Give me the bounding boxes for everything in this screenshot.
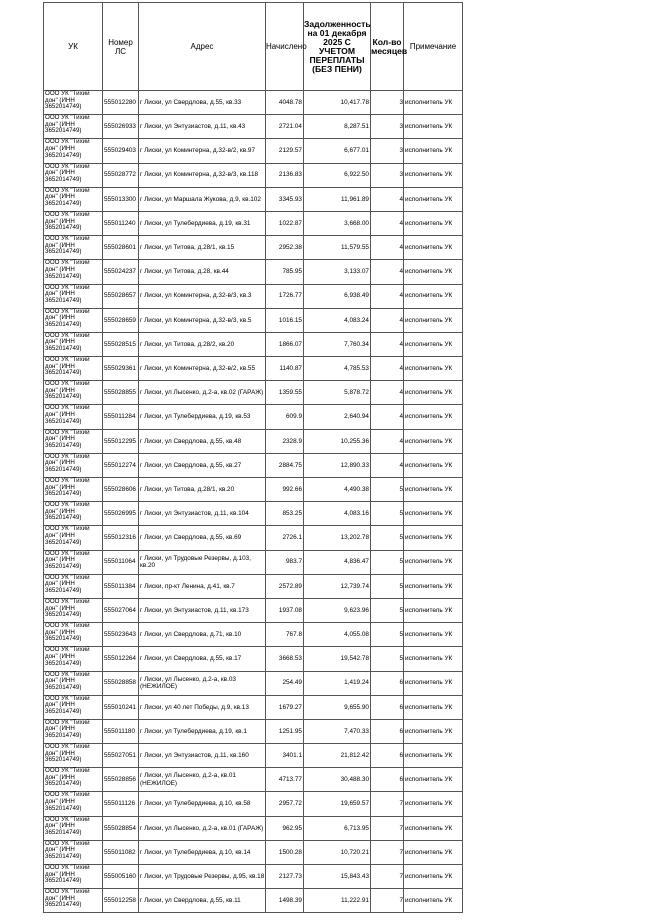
cell-address: г Лиски, ул 40 лет Победы, д.9, кв.13 [139, 695, 266, 719]
table-row [44, 211, 463, 235]
cell-uk: ООО УК "Тихий дон" (ИНН 3652014749) [44, 284, 103, 308]
cell-address: г Лиски, ул Энтузиастов, д.11, кв.43 [139, 115, 266, 139]
cell-account-number: 555012264 [103, 647, 139, 671]
cell-uk: ООО УК "Тихий дон" (ИНН 3652014749) [44, 332, 103, 356]
cell-account-number: 555011126 [103, 792, 139, 816]
cell-address: г Лиски, ул Коминтерна, д.32-в/2, кв.55 [139, 357, 266, 381]
cell-months: 6 [371, 744, 404, 768]
table-row [44, 719, 463, 743]
cell-address: г Лиски, ул Титова, д.28/1, кв.20 [139, 478, 266, 502]
cell-note: исполнитель УК [404, 865, 463, 889]
cell-uk: ООО УК "Тихий дон" (ИНН 3652014749) [44, 623, 103, 647]
debt-sheet [43, 2, 462, 913]
cell-uk: ООО УК "Тихий дон" (ИНН 3652014749) [44, 308, 103, 332]
cell-months: 5 [371, 598, 404, 622]
cell-address: г Лиски, ул Свердлова, д.55, кв.48 [139, 429, 266, 453]
cell-note: исполнитель УК [404, 163, 463, 187]
table-row [44, 889, 463, 913]
cell-account-number: 555012316 [103, 526, 139, 550]
cell-address: г Лиски, ул Энтузиастов, д.11, кв.160 [139, 744, 266, 768]
cell-uk: ООО УК "Тихий дон" (ИНН 3652014749) [44, 405, 103, 429]
cell-uk: ООО УК "Тихий дон" (ИНН 3652014749) [44, 816, 103, 840]
cell-debt: 6,938.49 [304, 284, 371, 308]
table-row [44, 236, 463, 260]
cell-note: исполнитель УК [404, 598, 463, 622]
cell-account-number: 555012274 [103, 453, 139, 477]
cell-note: исполнитель УК [404, 453, 463, 477]
cell-uk: ООО УК "Тихий дон" (ИНН 3652014749) [44, 478, 103, 502]
cell-months: 5 [371, 502, 404, 526]
cell-note: исполнитель УК [404, 211, 463, 235]
table-row [44, 526, 463, 550]
table-row [44, 357, 463, 381]
cell-months: 5 [371, 623, 404, 647]
cell-account-number: 555028854 [103, 816, 139, 840]
cell-note: исполнитель УК [404, 623, 463, 647]
cell-charged: 1016.15 [266, 308, 304, 332]
cell-months: 6 [371, 671, 404, 695]
cell-note: исполнитель УК [404, 357, 463, 381]
cell-debt: 10,417.78 [304, 91, 371, 115]
table-row [44, 260, 463, 284]
cell-months: 4 [371, 453, 404, 477]
cell-charged: 1726.77 [266, 284, 304, 308]
cell-charged: 1500.28 [266, 840, 304, 864]
table-row [44, 453, 463, 477]
cell-months: 5 [371, 550, 404, 574]
cell-uk: ООО УК "Тихий дон" (ИНН 3652014749) [44, 526, 103, 550]
cell-debt: 21,812.42 [304, 744, 371, 768]
cell-account-number: 555028657 [103, 284, 139, 308]
cell-uk: ООО УК "Тихий дон" (ИНН 3652014749) [44, 139, 103, 163]
table-row [44, 405, 463, 429]
cell-uk: ООО УК "Тихий дон" (ИНН 3652014749) [44, 211, 103, 235]
cell-months: 4 [371, 429, 404, 453]
cell-charged: 254.49 [266, 671, 304, 695]
table-body [44, 91, 463, 913]
cell-uk: ООО УК "Тихий дон" (ИНН 3652014749) [44, 260, 103, 284]
header-uk: УК [44, 3, 103, 91]
cell-account-number: 555011284 [103, 405, 139, 429]
cell-debt: 10,255.36 [304, 429, 371, 453]
cell-uk: ООО УК "Тихий дон" (ИНН 3652014749) [44, 357, 103, 381]
cell-charged: 1866.07 [266, 332, 304, 356]
cell-uk: ООО УК "Тихий дон" (ИНН 3652014749) [44, 840, 103, 864]
cell-charged: 2127.73 [266, 865, 304, 889]
cell-months: 5 [371, 478, 404, 502]
cell-note: исполнитель УК [404, 332, 463, 356]
cell-months: 7 [371, 840, 404, 864]
cell-uk: ООО УК "Тихий дон" (ИНН 3652014749) [44, 453, 103, 477]
table-row [44, 792, 463, 816]
cell-months: 5 [371, 526, 404, 550]
table-row [44, 768, 463, 792]
cell-debt: 10,720.21 [304, 840, 371, 864]
table-row [44, 840, 463, 864]
cell-address: г Лиски, ул Свердлова, д.55, кв.17 [139, 647, 266, 671]
cell-debt: 9,655.90 [304, 695, 371, 719]
cell-address: г Лиски, ул Тулебердиева, д.10, кв.14 [139, 840, 266, 864]
table-row [44, 381, 463, 405]
cell-months: 4 [371, 381, 404, 405]
cell-debt: 8,287.51 [304, 115, 371, 139]
cell-months: 4 [371, 332, 404, 356]
cell-note: исполнитель УК [404, 695, 463, 719]
cell-address: г Лиски, ул Коминтерна, д.32-в/3, кв.118 [139, 163, 266, 187]
cell-charged: 2129.57 [266, 139, 304, 163]
cell-charged: 1251.95 [266, 719, 304, 743]
cell-account-number: 555012280 [103, 91, 139, 115]
debt-table [43, 2, 463, 913]
cell-address: г Лиски, ул Тулебердиева, д.19, кв.1 [139, 719, 266, 743]
cell-debt: 4,785.53 [304, 357, 371, 381]
table-row [44, 502, 463, 526]
cell-account-number: 555028601 [103, 236, 139, 260]
cell-charged: 1679.27 [266, 695, 304, 719]
cell-note: исполнитель УК [404, 719, 463, 743]
cell-debt: 11,579.55 [304, 236, 371, 260]
cell-account-number: 555028515 [103, 332, 139, 356]
cell-note: исполнитель УК [404, 502, 463, 526]
cell-debt: 12,890.33 [304, 453, 371, 477]
cell-address: г Лиски, ул Свердлова, д.55, кв.27 [139, 453, 266, 477]
cell-note: исполнитель УК [404, 405, 463, 429]
cell-address: г Лиски, ул Лысенко, д.2-а, кв.03 (НЕЖИЛОЕ) [139, 671, 266, 695]
cell-months: 3 [371, 115, 404, 139]
cell-charged: 1022.87 [266, 211, 304, 235]
table-row [44, 598, 463, 622]
cell-charged: 767.8 [266, 623, 304, 647]
cell-note: исполнитель УК [404, 236, 463, 260]
cell-account-number: 555011240 [103, 211, 139, 235]
header-charged: Начислено [266, 3, 304, 91]
cell-account-number: 555026995 [103, 502, 139, 526]
cell-uk: ООО УК "Тихий дон" (ИНН 3652014749) [44, 719, 103, 743]
cell-debt: 4,083.24 [304, 308, 371, 332]
cell-charged: 3401.1 [266, 744, 304, 768]
cell-charged: 2952.38 [266, 236, 304, 260]
cell-charged: 2328.9 [266, 429, 304, 453]
cell-debt: 5,878.72 [304, 381, 371, 405]
cell-note: исполнитель УК [404, 115, 463, 139]
cell-account-number: 555028858 [103, 671, 139, 695]
cell-address: г Лиски, ул Энтузиастов, д.11, кв.104 [139, 502, 266, 526]
table-row [44, 478, 463, 502]
cell-address: г Лиски, ул Тулебердиева, д.19, кв.53 [139, 405, 266, 429]
cell-account-number: 555028856 [103, 768, 139, 792]
table-row [44, 816, 463, 840]
table-row [44, 163, 463, 187]
cell-uk: ООО УК "Тихий дон" (ИНН 3652014749) [44, 865, 103, 889]
table-row [44, 139, 463, 163]
cell-months: 4 [371, 211, 404, 235]
cell-account-number: 555011064 [103, 550, 139, 574]
cell-address: г Лиски, ул Коминтерна, д.32-в/3, кв.5 [139, 308, 266, 332]
cell-account-number: 555011082 [103, 840, 139, 864]
cell-charged: 1498.39 [266, 889, 304, 913]
cell-charged: 1937.08 [266, 598, 304, 622]
cell-account-number: 555010241 [103, 695, 139, 719]
table-header-row [44, 3, 463, 91]
table-row [44, 623, 463, 647]
cell-charged: 3345.93 [266, 187, 304, 211]
cell-debt: 9,623.96 [304, 598, 371, 622]
cell-charged: 1140.87 [266, 357, 304, 381]
cell-note: исполнитель УК [404, 792, 463, 816]
cell-debt: 7,760.34 [304, 332, 371, 356]
cell-months: 4 [371, 357, 404, 381]
cell-uk: ООО УК "Тихий дон" (ИНН 3652014749) [44, 115, 103, 139]
cell-debt: 3,668.00 [304, 211, 371, 235]
cell-months: 4 [371, 405, 404, 429]
table-row [44, 671, 463, 695]
cell-account-number: 555011384 [103, 574, 139, 598]
cell-months: 4 [371, 284, 404, 308]
cell-months: 6 [371, 768, 404, 792]
cell-months: 7 [371, 792, 404, 816]
cell-debt: 3,133.07 [304, 260, 371, 284]
cell-note: исполнитель УК [404, 429, 463, 453]
cell-debt: 4,836.47 [304, 550, 371, 574]
cell-address: г Лиски, ул Свердлова, д.71, кв.10 [139, 623, 266, 647]
cell-note: исполнитель УК [404, 308, 463, 332]
cell-note: исполнитель УК [404, 139, 463, 163]
cell-address: г Лиски, ул Лысенко, д.2-а, кв.02 (ГАРАЖ) [139, 381, 266, 405]
cell-charged: 785.95 [266, 260, 304, 284]
cell-debt: 4,083.16 [304, 502, 371, 526]
cell-uk: ООО УК "Тихий дон" (ИНН 3652014749) [44, 236, 103, 260]
cell-address: г Лиски, ул Коминтерна, д.32-в/3, кв.3 [139, 284, 266, 308]
cell-uk: ООО УК "Тихий дон" (ИНН 3652014749) [44, 163, 103, 187]
cell-account-number: 555028772 [103, 163, 139, 187]
cell-debt: 2,640.94 [304, 405, 371, 429]
table-row [44, 647, 463, 671]
header-debt: Задолженность на 01 декабря 2025 С УЧЕТОМ ПЕРЕПЛАТЫ (БЕЗ ПЕНИ) [304, 3, 371, 91]
cell-debt: 6,922.50 [304, 163, 371, 187]
cell-uk: ООО УК "Тихий дон" (ИНН 3652014749) [44, 671, 103, 695]
cell-address: г Лиски, ул Энтузиастов, д.11, кв.173 [139, 598, 266, 622]
table-row [44, 308, 463, 332]
cell-charged: 2957.72 [266, 792, 304, 816]
cell-uk: ООО УК "Тихий дон" (ИНН 3652014749) [44, 429, 103, 453]
table-row [44, 187, 463, 211]
cell-address: г Лиски, ул Лысенко, д.2-а, кв.01 (ГАРАЖ) [139, 816, 266, 840]
cell-address: г Лиски, ул Тулебердиева, д.10, кв.58 [139, 792, 266, 816]
cell-address: г Лиски, ул Титова, д.28, кв.44 [139, 260, 266, 284]
cell-account-number: 555005160 [103, 865, 139, 889]
cell-charged: 983.7 [266, 550, 304, 574]
cell-months: 5 [371, 574, 404, 598]
cell-uk: ООО УК "Тихий дон" (ИНН 3652014749) [44, 744, 103, 768]
cell-charged: 2884.75 [266, 453, 304, 477]
cell-note: исполнитель УК [404, 550, 463, 574]
cell-account-number: 555029403 [103, 139, 139, 163]
cell-note: исполнитель УК [404, 744, 463, 768]
cell-debt: 19,659.57 [304, 792, 371, 816]
table-row [44, 744, 463, 768]
cell-note: исполнитель УК [404, 260, 463, 284]
cell-account-number: 555029361 [103, 357, 139, 381]
cell-address: г Лиски, ул Свердлова, д.55, кв.11 [139, 889, 266, 913]
cell-uk: ООО УК "Тихий дон" (ИНН 3652014749) [44, 550, 103, 574]
cell-address: г Лиски, ул Свердлова, д.55, кв.33 [139, 91, 266, 115]
cell-account-number: 555012295 [103, 429, 139, 453]
cell-address: г Лиски, пр-кт Ленина, д.41, кв.7 [139, 574, 266, 598]
header-account-number: Номер ЛС [103, 3, 139, 91]
cell-uk: ООО УК "Тихий дон" (ИНН 3652014749) [44, 889, 103, 913]
cell-note: исполнитель УК [404, 526, 463, 550]
cell-account-number: 555013300 [103, 187, 139, 211]
cell-charged: 992.66 [266, 478, 304, 502]
cell-address: г Лиски, ул Трудовые Резервы, д.95, кв.18 [139, 865, 266, 889]
cell-account-number: 555027064 [103, 598, 139, 622]
cell-note: исполнитель УК [404, 816, 463, 840]
cell-months: 3 [371, 163, 404, 187]
cell-uk: ООО УК "Тихий дон" (ИНН 3652014749) [44, 695, 103, 719]
cell-note: исполнитель УК [404, 647, 463, 671]
cell-uk: ООО УК "Тихий дон" (ИНН 3652014749) [44, 792, 103, 816]
cell-debt: 11,961.89 [304, 187, 371, 211]
cell-debt: 19,542.78 [304, 647, 371, 671]
cell-months: 4 [371, 187, 404, 211]
cell-months: 6 [371, 719, 404, 743]
cell-debt: 4,055.08 [304, 623, 371, 647]
cell-account-number: 555012258 [103, 889, 139, 913]
cell-months: 6 [371, 695, 404, 719]
cell-months: 3 [371, 91, 404, 115]
cell-debt: 4,490.38 [304, 478, 371, 502]
cell-uk: ООО УК "Тихий дон" (ИНН 3652014749) [44, 647, 103, 671]
cell-debt: 7,470.33 [304, 719, 371, 743]
cell-charged: 609.9 [266, 405, 304, 429]
cell-account-number: 555011180 [103, 719, 139, 743]
cell-note: исполнитель УК [404, 768, 463, 792]
cell-charged: 2136.83 [266, 163, 304, 187]
cell-debt: 11,222.91 [304, 889, 371, 913]
cell-address: г Лиски, ул Титова, д.28/2, кв.20 [139, 332, 266, 356]
cell-note: исполнитель УК [404, 840, 463, 864]
cell-account-number: 555027051 [103, 744, 139, 768]
cell-months: 3 [371, 139, 404, 163]
table-row [44, 115, 463, 139]
cell-charged: 4713.77 [266, 768, 304, 792]
header-address: Адрес [139, 3, 266, 91]
cell-charged: 1359.55 [266, 381, 304, 405]
cell-note: исполнитель УК [404, 574, 463, 598]
cell-debt: 1,419.24 [304, 671, 371, 695]
table-row [44, 284, 463, 308]
cell-uk: ООО УК "Тихий дон" (ИНН 3652014749) [44, 574, 103, 598]
table-row [44, 550, 463, 574]
cell-account-number: 555024237 [103, 260, 139, 284]
cell-address: г Лиски, ул Трудовые Резервы, д.103, кв.20 [139, 550, 266, 574]
cell-debt: 12,739.74 [304, 574, 371, 598]
cell-note: исполнитель УК [404, 889, 463, 913]
table-row [44, 332, 463, 356]
cell-charged: 962.95 [266, 816, 304, 840]
cell-months: 4 [371, 308, 404, 332]
table-row [44, 91, 463, 115]
cell-address: г Лиски, ул Титова, д.28/1, кв.15 [139, 236, 266, 260]
cell-charged: 4048.78 [266, 91, 304, 115]
cell-uk: ООО УК "Тихий дон" (ИНН 3652014749) [44, 381, 103, 405]
cell-note: исполнитель УК [404, 381, 463, 405]
cell-months: 7 [371, 889, 404, 913]
cell-address: г Лиски, ул Лысенко, д.2-а, кв.01 (НЕЖИЛОЕ) [139, 768, 266, 792]
cell-note: исполнитель УК [404, 478, 463, 502]
cell-account-number: 555028659 [103, 308, 139, 332]
cell-charged: 2572.89 [266, 574, 304, 598]
table-row [44, 574, 463, 598]
cell-debt: 15,843.43 [304, 865, 371, 889]
cell-note: исполнитель УК [404, 671, 463, 695]
cell-charged: 3668.53 [266, 647, 304, 671]
cell-debt: 30,488.30 [304, 768, 371, 792]
header-note: Примечание [404, 3, 463, 91]
cell-debt: 13,202.78 [304, 526, 371, 550]
cell-uk: ООО УК "Тихий дон" (ИНН 3652014749) [44, 91, 103, 115]
cell-months: 4 [371, 260, 404, 284]
cell-account-number: 555028606 [103, 478, 139, 502]
cell-charged: 853.25 [266, 502, 304, 526]
cell-charged: 2721.04 [266, 115, 304, 139]
cell-debt: 6,713.95 [304, 816, 371, 840]
header-months: Кол-во месяцев [371, 3, 404, 91]
cell-note: исполнитель УК [404, 284, 463, 308]
cell-uk: ООО УК "Тихий дон" (ИНН 3652014749) [44, 502, 103, 526]
table-row [44, 429, 463, 453]
cell-uk: ООО УК "Тихий дон" (ИНН 3652014749) [44, 187, 103, 211]
cell-account-number: 555023643 [103, 623, 139, 647]
cell-debt: 6,677.01 [304, 139, 371, 163]
cell-account-number: 555026933 [103, 115, 139, 139]
cell-address: г Лиски, ул Тулебердиева, д.19, кв.31 [139, 211, 266, 235]
table-row [44, 865, 463, 889]
cell-uk: ООО УК "Тихий дон" (ИНН 3652014749) [44, 768, 103, 792]
cell-address: г Лиски, ул Маршала Жукова, д.9, кв.102 [139, 187, 266, 211]
cell-note: исполнитель УК [404, 187, 463, 211]
cell-months: 7 [371, 865, 404, 889]
cell-months: 4 [371, 236, 404, 260]
cell-address: г Лиски, ул Свердлова, д.55, кв.69 [139, 526, 266, 550]
cell-charged: 2726.1 [266, 526, 304, 550]
cell-address: г Лиски, ул Коминтерна, д.32-в/2, кв.97 [139, 139, 266, 163]
cell-uk: ООО УК "Тихий дон" (ИНН 3652014749) [44, 598, 103, 622]
cell-note: исполнитель УК [404, 91, 463, 115]
cell-account-number: 555028855 [103, 381, 139, 405]
table-row [44, 695, 463, 719]
cell-months: 7 [371, 816, 404, 840]
cell-months: 5 [371, 647, 404, 671]
